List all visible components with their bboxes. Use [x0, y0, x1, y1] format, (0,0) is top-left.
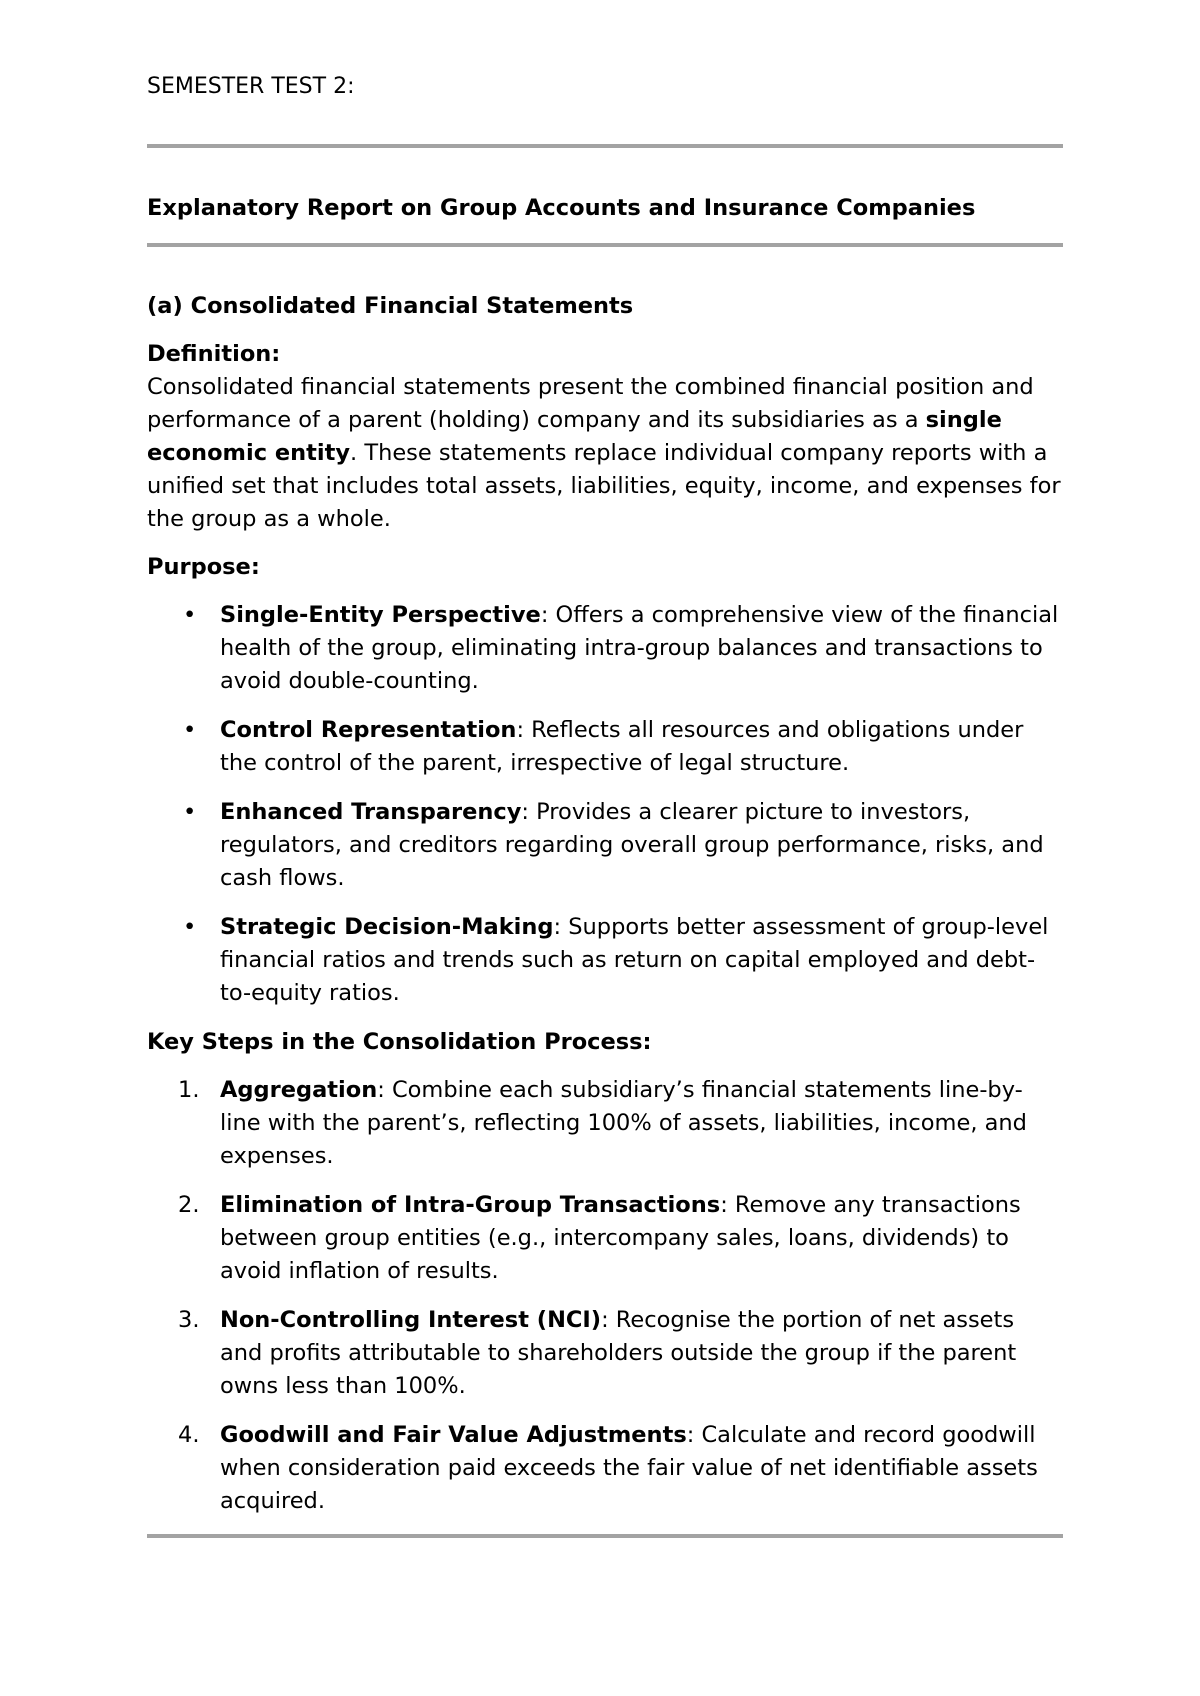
definition-heading: Definition:	[147, 341, 281, 367]
purpose-item-label: Enhanced Transparency	[220, 799, 522, 825]
step-number: 2.	[178, 1192, 200, 1218]
step-text: : Calculate and record goodwill when consideration paid exceeds the fair value of net identifiable assets acquired.	[220, 1422, 1038, 1514]
step-number: 1.	[178, 1077, 200, 1103]
purpose-item	[147, 796, 1063, 895]
step-label: Aggregation	[220, 1077, 378, 1103]
purpose-item-text: : Reflects all resources and obligations under the control of the parent, irrespective of legal structure.	[220, 717, 1024, 776]
step-text: : Recognise the portion of net assets and profits attributable to shareholders outside the group if the parent owns less than 100%.	[220, 1307, 1017, 1399]
steps-heading: Key Steps in the Consolidation Process:	[147, 1029, 652, 1055]
step-label: Elimination of Intra-Group Transactions	[220, 1192, 721, 1218]
steps-list	[147, 1074, 1063, 1518]
test-label: SEMESTER TEST 2:	[147, 74, 355, 99]
step-number: 4.	[178, 1422, 200, 1448]
purpose-item-label: Strategic Decision-Making	[220, 914, 554, 940]
definition-paragraph	[147, 371, 1063, 536]
definition-text-end: . These statements replace individual company reports with a unified set that includes total assets, liabilities, equity, income, and expenses for the group as a whole.	[147, 440, 1061, 532]
step-item	[147, 1304, 1063, 1403]
bullet-icon: •	[183, 717, 197, 743]
step-label: Goodwill and Fair Value Adjustments	[220, 1422, 687, 1448]
bullet-icon: •	[183, 914, 197, 940]
bullet-icon: •	[183, 799, 197, 825]
step-number: 3.	[178, 1307, 200, 1333]
purpose-item	[147, 599, 1063, 698]
purpose-heading: Purpose:	[147, 554, 260, 580]
divider-top	[147, 144, 1063, 148]
divider-bottom	[147, 1534, 1063, 1538]
purpose-item-text: : Offers a comprehensive view of the financial health of the group, eliminating intra-group balances and transactions to avoid double-counting.	[220, 602, 1059, 694]
purpose-item-text: : Supports better assessment of group-level financial ratios and trends such as return on capital employed and debt-to-equity ratios.	[220, 914, 1049, 1006]
definition-emphasis: single economic entity	[147, 407, 1002, 466]
purpose-item-label: Single-Entity Perspective	[220, 602, 541, 628]
step-text: : Combine each subsidiary’s financial statements line-by-line with the parent’s, reflecting 100% of assets, liabilities, income, and expenses.	[220, 1077, 1027, 1169]
purpose-item	[147, 714, 1063, 780]
step-item	[147, 1419, 1063, 1518]
divider-title	[147, 243, 1063, 247]
step-item	[147, 1189, 1063, 1288]
step-item	[147, 1074, 1063, 1173]
report-title: Explanatory Report on Group Accounts and Insurance Companies	[147, 195, 976, 221]
purpose-item-text: : Provides a clearer picture to investors, regulators, and creditors regarding overall group performance, risks, and cash flows.	[220, 799, 1044, 891]
section-a	[147, 290, 1063, 1534]
section-heading: (a) Consolidated Financial Statements	[147, 293, 634, 319]
bullet-icon: •	[183, 602, 197, 628]
step-text: : Remove any transactions between group entities (e.g., intercompany sales, loans, dividends) to avoid inflation of results.	[220, 1192, 1021, 1284]
purpose-list	[147, 599, 1063, 1010]
purpose-item-label: Control Representation	[220, 717, 517, 743]
definition-text-start: Consolidated financial statements present the combined financial position and performance of a parent (holding) company and its subsidiaries as a	[147, 374, 1034, 433]
purpose-item	[147, 911, 1063, 1010]
step-label: Non-Controlling Interest (NCI)	[220, 1307, 602, 1333]
